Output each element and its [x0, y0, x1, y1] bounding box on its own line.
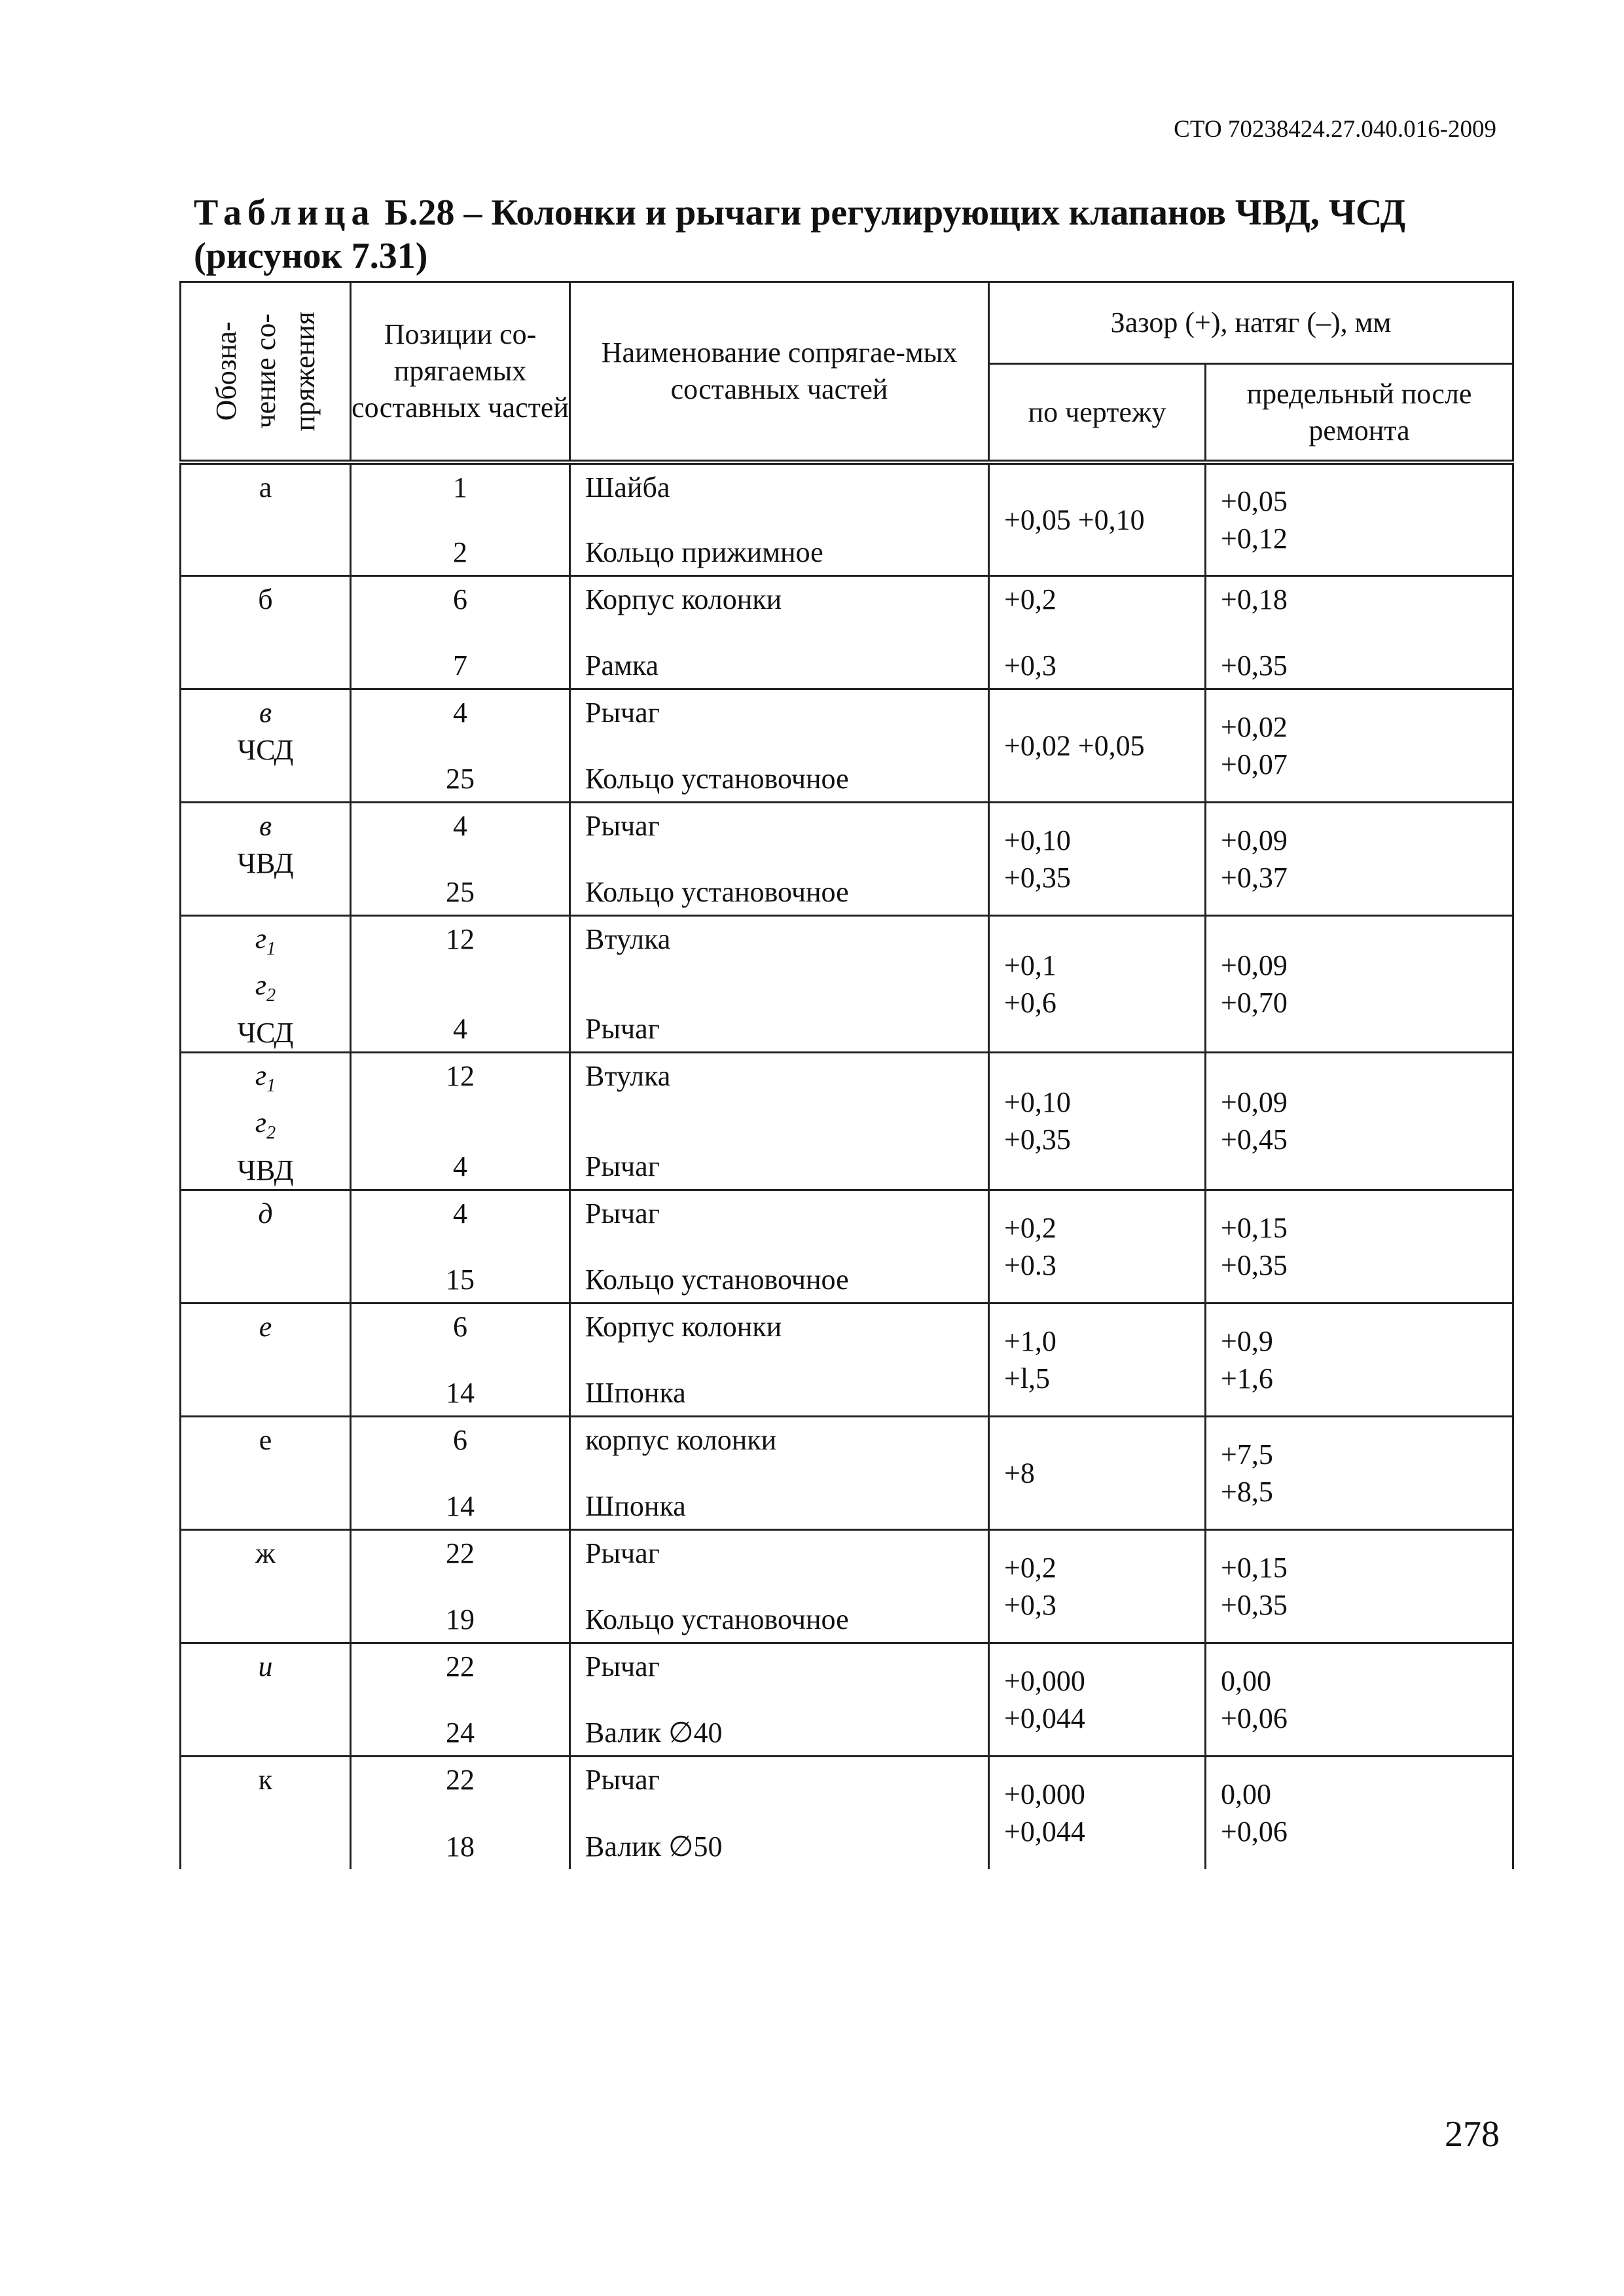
table-row: [181, 1053, 1513, 1190]
cell-designation: [181, 1529, 351, 1643]
limit-value: +0,02: [1221, 710, 1288, 743]
cell-limit-after-repair: [1206, 1643, 1513, 1756]
designation-letter: и: [258, 1650, 273, 1683]
document-code: СТО 70238424.27.040.016-2009: [1174, 116, 1496, 143]
limit-value: +1,6: [1221, 1362, 1273, 1394]
position-number: 6: [453, 583, 467, 615]
cell-limit-after-repair: [1206, 802, 1513, 915]
part-name: Валик ∅40: [585, 1716, 723, 1749]
part-name: Шпонка: [585, 1489, 686, 1522]
part-name: Шайба: [585, 471, 670, 503]
limit-value: +0,07: [1221, 748, 1288, 780]
gap-value: +0,2: [1004, 1211, 1056, 1244]
position-number: 4: [453, 1150, 467, 1182]
gap-value: +0,10: [1004, 824, 1071, 856]
gap-value: +l,5: [1004, 1362, 1051, 1394]
page-number: 278: [1445, 2114, 1500, 2155]
cell-limit-after-repair: [1206, 1053, 1513, 1190]
position-number: 1: [453, 471, 467, 503]
table-title: [194, 191, 1496, 278]
table-row: [181, 915, 1513, 1053]
gap-value: +0,3: [1004, 649, 1056, 682]
limit-value: +0,06: [1221, 1702, 1288, 1734]
position-number: 22: [446, 1537, 475, 1569]
cell-designation: [181, 575, 351, 689]
header-gap-group: Зазор (+), натяг (–), мм: [989, 282, 1513, 364]
limit-value: +0,18: [1221, 583, 1288, 615]
cell-limit-after-repair: [1206, 915, 1513, 1053]
gap-value: +0,044: [1004, 1815, 1085, 1848]
cell-part-names: [570, 1643, 989, 1756]
cell-positions: [351, 1190, 570, 1303]
cell-positions: [351, 462, 570, 575]
cell-part-names: [570, 1756, 989, 1869]
cell-limit-after-repair: [1206, 1529, 1513, 1643]
part-name: Кольцо установочное: [585, 1263, 849, 1296]
cell-positions: [351, 802, 570, 915]
limit-value: +0,15: [1221, 1211, 1288, 1244]
cell-by-drawing: [989, 1529, 1206, 1643]
gap-value: +0,05 +0,10: [1004, 503, 1145, 536]
designation-section: ЧВД: [237, 1154, 294, 1186]
limit-value: +0,37: [1221, 861, 1288, 894]
header-designation: [181, 282, 351, 463]
designation-letter: ж: [255, 1537, 276, 1569]
part-name: Корпус колонки: [585, 1310, 782, 1343]
cell-by-drawing: [989, 802, 1206, 915]
position-number: 6: [453, 1423, 467, 1456]
cell-by-drawing: [989, 1303, 1206, 1416]
cell-part-names: [570, 1053, 989, 1190]
part-name: Кольцо установочное: [585, 1603, 849, 1635]
limit-value: +0,45: [1221, 1123, 1288, 1156]
cell-part-names: [570, 689, 989, 802]
table-row: [181, 1416, 1513, 1529]
designation-letter: в: [259, 809, 272, 842]
limit-value: +0,35: [1221, 649, 1288, 682]
cell-positions: [351, 1643, 570, 1756]
designation-letter: $г_2$: [255, 969, 276, 1006]
designation-letter: в: [259, 696, 272, 729]
designation-letter: е: [259, 1423, 272, 1456]
cell-part-names: [570, 802, 989, 915]
cell-by-drawing: [989, 462, 1206, 575]
position-number: 25: [446, 875, 475, 908]
cell-by-drawing: [989, 1643, 1206, 1756]
table-body: [181, 462, 1513, 1869]
designation-letter: $г_2$: [255, 1106, 276, 1143]
gap-value: +0.3: [1004, 1248, 1056, 1281]
designation-letter: б: [258, 583, 273, 615]
cell-designation: [181, 462, 351, 575]
cell-positions: [351, 1416, 570, 1529]
cell-part-names: [570, 575, 989, 689]
table-title-lead: Таблица: [194, 192, 376, 233]
gap-value: +0,35: [1004, 861, 1071, 894]
limit-value: +7,5: [1221, 1438, 1273, 1470]
limit-value: 0,00: [1221, 1778, 1271, 1811]
cell-limit-after-repair: [1206, 462, 1513, 575]
cell-by-drawing: [989, 1053, 1206, 1190]
table-row: [181, 575, 1513, 689]
table-row: [181, 1529, 1513, 1643]
position-number: 12: [446, 1060, 475, 1093]
part-name: Рычаг: [585, 1197, 660, 1230]
part-name: Валик ∅50: [585, 1831, 723, 1863]
table-row: [181, 1643, 1513, 1756]
cell-by-drawing: [989, 915, 1206, 1053]
designation-letter: $г_1$: [255, 1059, 276, 1096]
position-number: 2: [453, 536, 467, 568]
position-number: 6: [453, 1310, 467, 1343]
position-number: 25: [446, 762, 475, 795]
cell-part-names: [570, 1416, 989, 1529]
gap-value: +8: [1004, 1457, 1035, 1489]
part-name: Рычаг: [585, 696, 660, 729]
limit-value: +0,70: [1221, 986, 1288, 1019]
table-header: [181, 282, 1513, 463]
position-number: 22: [446, 1763, 475, 1796]
designation-letter: е: [259, 1310, 272, 1343]
cell-limit-after-repair: [1206, 1756, 1513, 1869]
position-number: 4: [453, 1013, 467, 1046]
gap-value: +0,044: [1004, 1702, 1085, 1734]
cell-designation: [181, 802, 351, 915]
header-limit-after-repair: предельный после ремонта: [1206, 364, 1513, 462]
fits-table: [179, 281, 1514, 1869]
position-number: 4: [453, 809, 467, 842]
part-name: Рычаг: [585, 1650, 660, 1683]
designation-section: ЧСД: [237, 733, 294, 766]
cell-limit-after-repair: [1206, 1303, 1513, 1416]
limit-value: +0,12: [1221, 522, 1288, 555]
limit-value: +8,5: [1221, 1475, 1273, 1508]
part-name: Втулка: [585, 1060, 671, 1093]
cell-positions: [351, 1756, 570, 1869]
cell-part-names: [570, 1190, 989, 1303]
header-positions: Позиции со-прягаемых составных частей: [351, 282, 570, 463]
header-designation-line: Обозна-: [209, 321, 242, 421]
part-name: Рычаг: [585, 809, 660, 842]
cell-positions: [351, 1529, 570, 1643]
gap-value: +0,10: [1004, 1086, 1071, 1119]
cell-by-drawing: [989, 689, 1206, 802]
part-name: Втулка: [585, 922, 671, 955]
cell-by-drawing: [989, 1756, 1206, 1869]
gap-value: +0,35: [1004, 1123, 1071, 1156]
part-name: Кольцо прижимное: [585, 536, 823, 568]
position-number: 18: [446, 1831, 475, 1863]
cell-positions: [351, 575, 570, 689]
part-name: Рычаг: [585, 1013, 660, 1046]
designation-section: ЧВД: [237, 847, 294, 879]
designation-letter: а: [259, 471, 272, 503]
cell-by-drawing: [989, 1190, 1206, 1303]
cell-designation: [181, 1643, 351, 1756]
cell-designation: [181, 689, 351, 802]
cell-limit-after-repair: [1206, 689, 1513, 802]
designation-section: ЧСД: [237, 1017, 294, 1049]
cell-designation: [181, 1053, 351, 1190]
gap-value: +0,000: [1004, 1664, 1085, 1697]
part-name: Корпус колонки: [585, 583, 782, 615]
table-row: [181, 1190, 1513, 1303]
gap-value: +0,000: [1004, 1778, 1085, 1811]
cell-by-drawing: [989, 1416, 1206, 1529]
cell-designation: [181, 1303, 351, 1416]
table-row: [181, 1756, 1513, 1869]
limit-value: +0,9: [1221, 1324, 1273, 1357]
header-designation-line: пряжения: [288, 311, 321, 431]
header-name: Наименование сопрягае-мых составных частей: [570, 282, 989, 463]
limit-value: +0,35: [1221, 1588, 1288, 1621]
position-number: 12: [446, 922, 475, 955]
cell-designation: [181, 1756, 351, 1869]
position-number: 19: [446, 1603, 475, 1635]
position-number: 24: [446, 1716, 475, 1749]
gap-value: +0,1: [1004, 949, 1056, 981]
gap-value: +0,3: [1004, 1588, 1056, 1621]
part-name: Кольцо установочное: [585, 875, 849, 908]
designation-letter: $г_1$: [255, 922, 276, 959]
limit-value: +0,35: [1221, 1248, 1288, 1281]
limit-value: +0,09: [1221, 824, 1288, 856]
position-number: 4: [453, 696, 467, 729]
cell-part-names: [570, 915, 989, 1053]
limit-value: +0,09: [1221, 949, 1288, 981]
limit-value: +0,15: [1221, 1551, 1288, 1584]
part-name: Кольцо установочное: [585, 762, 849, 795]
position-number: 15: [446, 1263, 475, 1296]
table-row: [181, 1303, 1513, 1416]
cell-positions: [351, 915, 570, 1053]
header-by-drawing: по чертежу: [989, 364, 1206, 462]
part-name: Рамка: [585, 649, 659, 682]
part-name: Рычаг: [585, 1150, 660, 1182]
gap-value: +0,2: [1004, 583, 1056, 615]
limit-value: +0,09: [1221, 1086, 1288, 1119]
part-name: Рычаг: [585, 1763, 660, 1796]
cell-part-names: [570, 1529, 989, 1643]
table-row: [181, 802, 1513, 915]
gap-value: +0,6: [1004, 986, 1056, 1019]
table-row: [181, 462, 1513, 575]
cell-by-drawing: [989, 575, 1206, 689]
part-name: Рычаг: [585, 1537, 660, 1569]
limit-value: 0,00: [1221, 1664, 1271, 1697]
cell-part-names: [570, 462, 989, 575]
cell-positions: [351, 1303, 570, 1416]
cell-limit-after-repair: [1206, 1416, 1513, 1529]
cell-limit-after-repair: [1206, 1190, 1513, 1303]
table-row: [181, 689, 1513, 802]
gap-value: +0,2: [1004, 1551, 1056, 1584]
header-designation-line: чение со-: [249, 314, 281, 429]
gap-value: +1,0: [1004, 1324, 1056, 1357]
cell-designation: [181, 915, 351, 1053]
table-title-text: Б.28 – Колонки и рычаги регулирующих клапанов ЧВД, ЧСД (рисунок 7.31): [194, 192, 1406, 276]
cell-positions: [351, 689, 570, 802]
cell-part-names: [570, 1303, 989, 1416]
limit-value: +0,06: [1221, 1815, 1288, 1848]
gap-value: +0,02 +0,05: [1004, 729, 1145, 761]
part-name: корпус колонки: [585, 1423, 777, 1456]
designation-letter: д: [258, 1197, 273, 1230]
position-number: 7: [453, 649, 467, 682]
cell-positions: [351, 1053, 570, 1190]
position-number: 14: [446, 1489, 475, 1522]
position-number: 14: [446, 1376, 475, 1409]
cell-designation: [181, 1190, 351, 1303]
limit-value: +0,05: [1221, 484, 1288, 517]
designation-letter: к: [258, 1763, 273, 1796]
part-name: Шпонка: [585, 1376, 686, 1409]
cell-limit-after-repair: [1206, 575, 1513, 689]
position-number: 22: [446, 1650, 475, 1683]
position-number: 4: [453, 1197, 467, 1230]
cell-designation: [181, 1416, 351, 1529]
